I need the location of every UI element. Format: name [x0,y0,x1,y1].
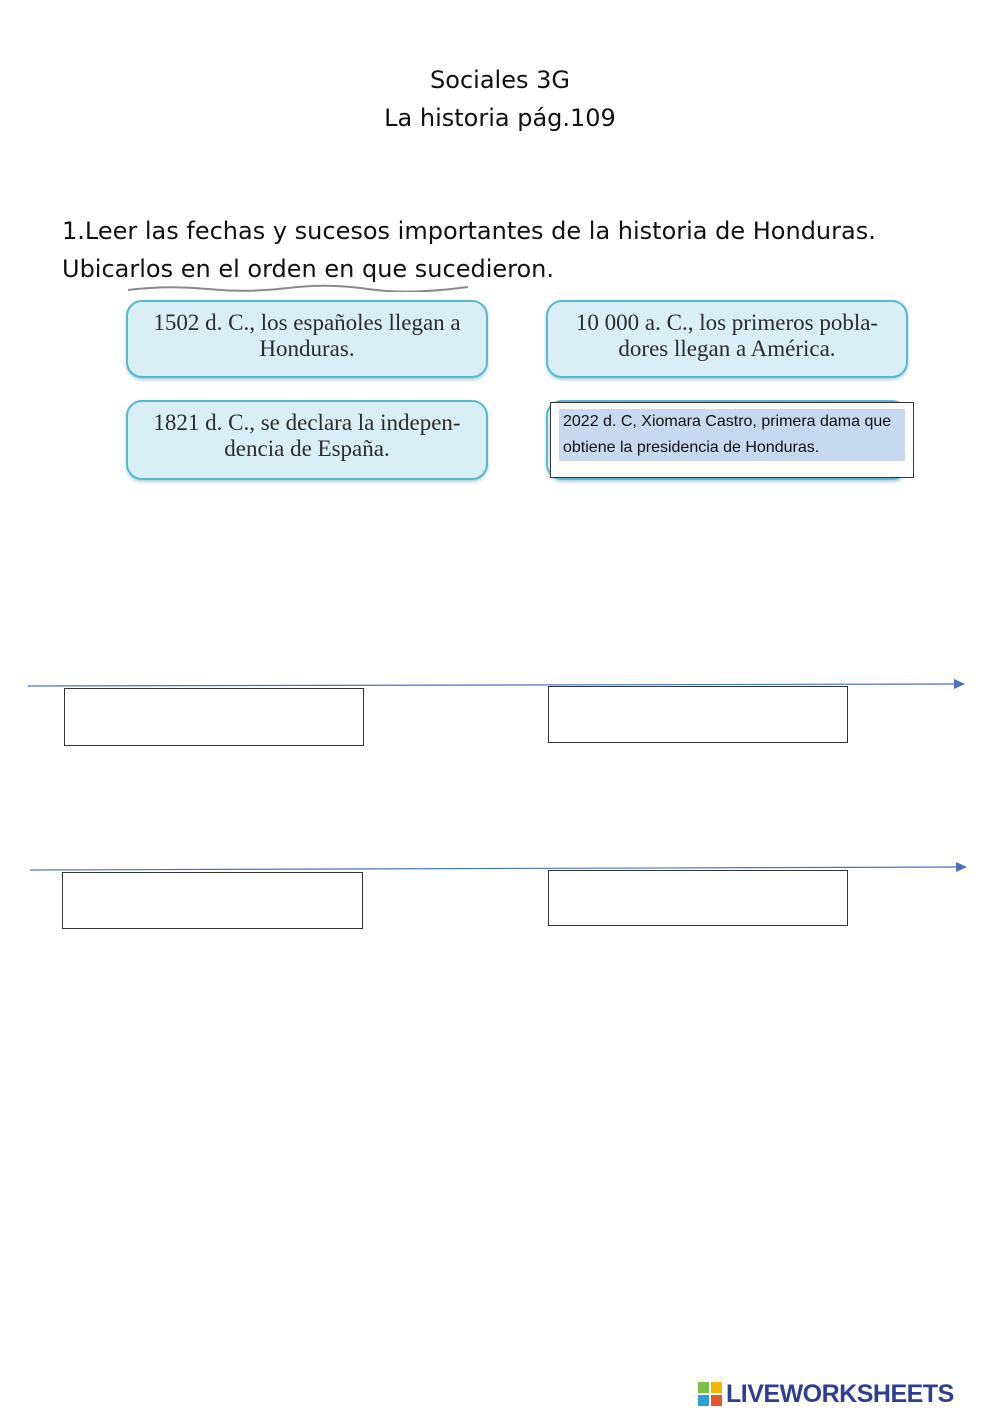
event-card-text: 10 000 a. C., los primeros pobla-dores llegan a América. [575,310,879,361]
footer-brand [698,1380,954,1408]
page-title: Sociales 3G [430,66,570,94]
page-subtitle: La historia pág.109 [384,104,616,132]
answer-slot-4[interactable] [548,870,848,926]
timeline-1-arrowhead [954,679,965,689]
instruction-line-1: 1.Leer las fechas y sucesos importantes de la historia de Honduras. [62,217,876,245]
event-card-text: 1821 d. C., se declara la indepen-dencia de España. [153,410,461,461]
liveworksheets-logo-icon [698,1382,722,1406]
instruction-line-2: Ubicarlos en el orden en que sucedieron. [62,255,555,283]
answer-slot-1[interactable] [64,688,364,746]
timeline-2-arrowhead [956,862,967,872]
event-card-text: 2022 d. C, Xiomara Castro, primera dama que obtiene la presidencia de Honduras. [559,409,905,461]
answer-slot-2[interactable] [548,686,848,743]
event-card-text: 1502 d. C., los españoles llegan a Honduras. [153,310,461,361]
answer-slot-3[interactable] [62,872,363,929]
footer-brand-text: LIVEWORKSHEETS [726,1379,954,1408]
